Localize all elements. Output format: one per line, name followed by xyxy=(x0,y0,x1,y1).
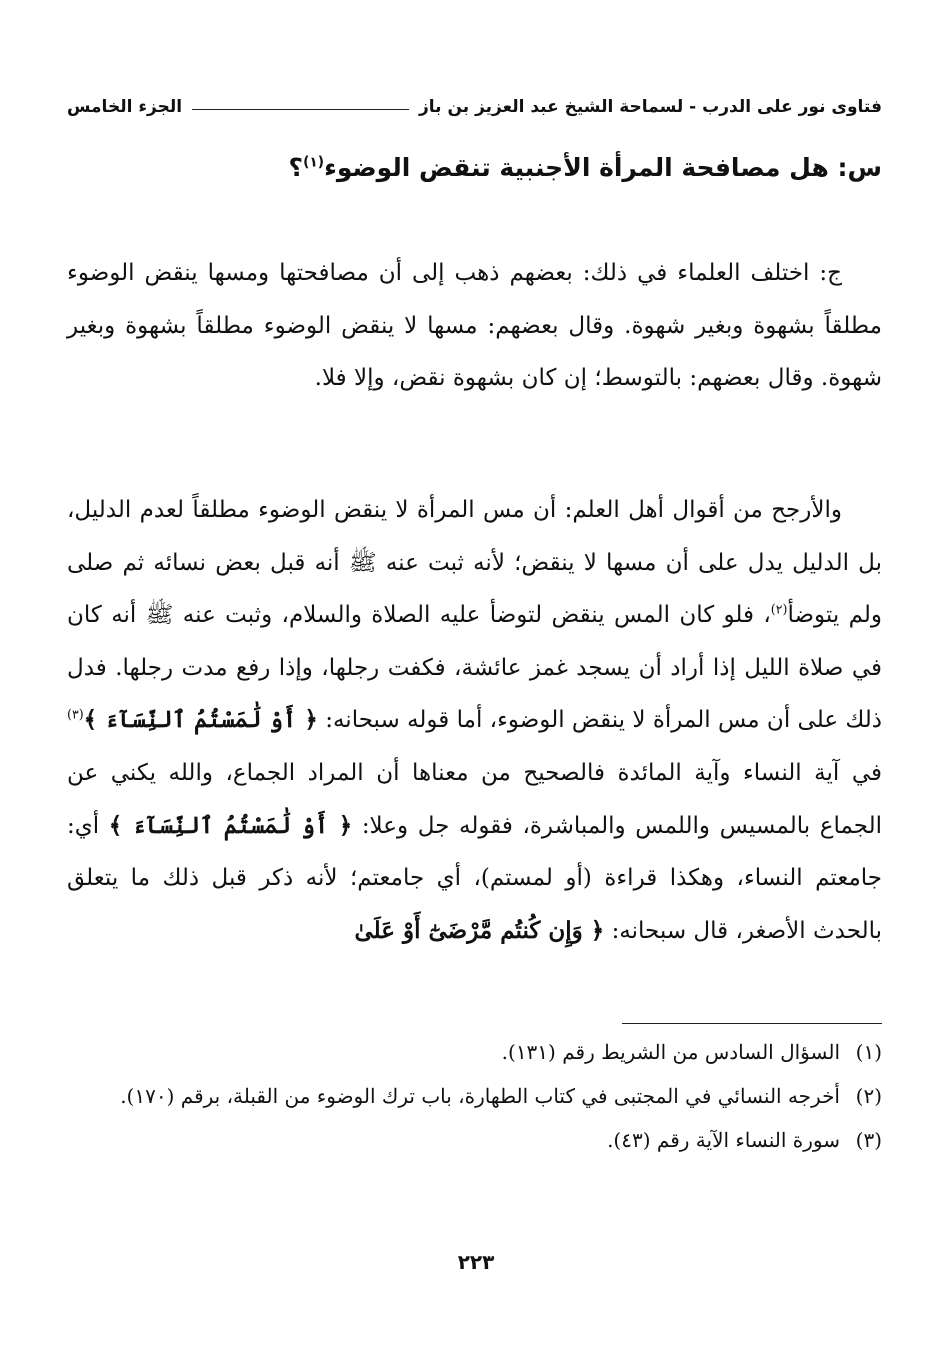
footnote-item xyxy=(67,1118,882,1162)
quran-verse-2: ﴿ أَوْ لَٰمَسْتُمُ ٱلنِّسَآءَ ﴾ xyxy=(108,811,353,839)
answer-paragraph xyxy=(67,247,882,405)
running-header xyxy=(67,92,882,122)
footnote-text: السؤال السادس من الشريط رقم (١٣١). xyxy=(501,1040,840,1064)
quran-verse-3: ﴿ وَإِن كُنتُم مَّرْضَىٰٓ أَوْ عَلَىٰ xyxy=(354,916,605,944)
question-heading xyxy=(182,148,882,188)
footnote-number: (٢) xyxy=(855,1084,882,1108)
footnote-divider xyxy=(622,1023,882,1024)
page-number: ٢٢٣ xyxy=(457,1250,495,1274)
body-text-2: ، فلو كان المس ينقض لتوضأ عليه الصلاة والسلام، وثبت عنه ﷺ أنه كان في صلاة الليل إذا أراد أن يسجد غمز عائشة، فكفت رجلها، وإذا رفع مدت رجلها. فدل ذلك على أن مس المرأة لا ينقض الوضوء، أما قوله سبحانه: xyxy=(67,602,882,734)
body-text-4: أي: جامعتم النساء، وهكذا قراءة (أو لمستم)، أي جامعتم؛ لأنه ذكر قبل ذلك ما يتعلق بالحدث الأصغر، قال سبحانه: xyxy=(67,812,882,944)
book-title: فتاوى نور على الدرب - لسماحة الشيخ عبد العزيز بن باز xyxy=(419,97,882,117)
footnotes xyxy=(67,1030,882,1162)
footnote-item xyxy=(67,1074,882,1118)
quran-verse-1: ﴿ أَوْ لَٰمَسْتُمُ ٱلنِّسَآءَ ﴾ xyxy=(83,706,318,734)
footnote-number: (٣) xyxy=(855,1128,882,1152)
question-text: س: هل مصافحة المرأة الأجنبية تنقض الوضوء xyxy=(324,153,882,182)
footnote-ref-2: (٢) xyxy=(770,601,788,617)
footnote-ref-3: (٣) xyxy=(67,706,84,722)
footnote-text: سورة النساء الآية رقم (٤٣). xyxy=(607,1128,840,1152)
body-text-1: والأرجح من أقوال أهل العلم: أن مس المرأة لا ينقض الوضوء مطلقاً لعدم الدليل، بل الدليل يدل على أن مسها لا ينقض؛ لأنه ثبت عنه ﷺ أنه قبل بعض نسائه ثم صلى ولم يتوضأ xyxy=(67,497,883,629)
header-rule xyxy=(192,109,409,110)
question-mark: ؟ xyxy=(288,153,304,182)
footnote-ref-1: (١) xyxy=(303,154,325,171)
body-text-3: في آية النساء وآية المائدة فالصحيح من معناها أن المراد الجماع، والله يكني عن الجماع بالمسيس واللمس والمباشرة، فقوله جل وعلا: xyxy=(67,759,882,839)
footnote-number: (١) xyxy=(855,1040,882,1064)
volume-label: الجزء الخامس xyxy=(67,97,183,117)
footnote-item xyxy=(67,1030,882,1074)
footnote-text: أخرجه النسائي في المجتبى في كتاب الطهارة، باب ترك الوضوء من القبلة، برقم (١٧٠). xyxy=(120,1084,840,1108)
answer-text: ج: اختلف العلماء في ذلك: بعضهم ذهب إلى أن مصافحتها ومسها ينقض الوضوء مطلقاً بشهوة وبغير شهوة. وقال بعضهم: مسها لا ينقض الوضوء مطلقاً بشهوة وبغير شهوة. وقال بعضهم: بالتوسط؛ إن كان بشهوة نقض، وإلا فلا. xyxy=(67,260,882,392)
main-paragraph xyxy=(67,484,882,957)
